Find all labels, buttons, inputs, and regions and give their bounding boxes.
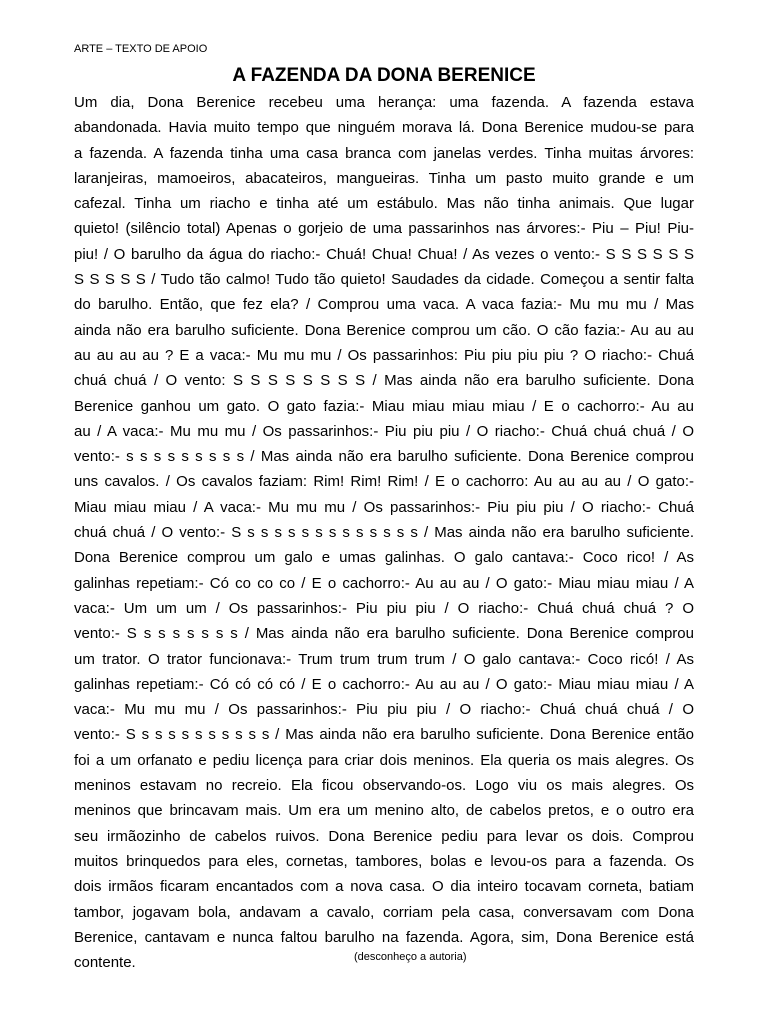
story-line: galinhas repetiam:- Có co co co / E o cachorro:- Au au au / O gato:- Miau miau miau / A xyxy=(74,574,694,592)
story-line: laranjeiras, mamoeiros, abacateiros, mangueiras. Tinha um pasto muito grande e um xyxy=(74,169,694,187)
story-line: ainda não era barulho suficiente. Dona Berenice comprou um cão. O cão fazia:- Au au au xyxy=(74,321,694,339)
story-line: vaca:- Mu mu mu / Os passarinhos:- Piu piu piu / O riacho:- Chuá chuá chuá / O xyxy=(74,701,694,719)
story-line: cafezal. Tinha um riacho e tinha até um estábulo. Mas não tinha animais. Que lugar xyxy=(74,195,694,213)
story-line: meninos estavam no recreio. Ela ficou observando-os. Logo viu os mais alegres. Os xyxy=(74,777,694,795)
story-line: chuá chuá / O vento: S S S S S S S S / Mas ainda não era barulho suficiente. Dona xyxy=(74,372,694,390)
story-line: Berenice, cantavam e nunca faltou barulho na fazenda. Agora, sim, Dona Berenice está xyxy=(74,928,694,946)
story-line: galinhas repetiam:- Có có có có / E o cachorro:- Au au au / O gato:- Miau miau miau / A xyxy=(74,675,694,693)
author-credit: (desconheço a autoria) xyxy=(354,951,467,963)
story-line: vento:- S s s s s s s s s s s / Mas ainda não era barulho suficiente. Dona Berenice então xyxy=(74,726,694,744)
story-line: vaca:- Um um um / Os passarinhos:- Piu piu piu / O riacho:- Chuá chuá chuá ? O xyxy=(74,599,694,617)
story-line: um trator. O trator funcionava:- Trum trum trum trum / O galo cantava:- Coco ricó! / As xyxy=(74,650,694,668)
story-line: chuá chuá / O vento:- S s s s s s s s s s s s s s / Mas ainda não era barulho suficiente. xyxy=(74,524,694,542)
document-header-label: ARTE – TEXTO DE APOIO xyxy=(74,43,208,55)
story-line: S S S S S / Tudo tão calmo! Tudo tão quieto! Saudades da cidade. Começou a sentir falta xyxy=(74,271,694,289)
story-line: tambor, jogavam bola, andavam a cavalo, corriam pela casa, conversavam com Dona xyxy=(74,903,694,921)
story-line: piu! / O barulho da água do riacho:- Chuá! Chua! Chua! / As vezes o vento:- S S S S S S xyxy=(74,245,694,263)
story-line: quieto! (silêncio total) Apenas o gorjeio de uma passarinhos nas árvores:- Piu – Piu! Piu- xyxy=(74,220,694,238)
story-line: au / A vaca:- Mu mu mu / Os passarinhos:- Piu piu piu / O riacho:- Chuá chuá chuá / O xyxy=(74,422,694,440)
story-line: a fazenda. A fazenda tinha uma casa branca com janelas verdes. Tinha muitas árvores: xyxy=(74,144,694,162)
story-line: foi a um orfanato e pediu licença para criar dois meninos. Ela queria os mais alegres. Os xyxy=(74,751,694,769)
story-line: muitos brinquedos para eles, cornetas, tambores, bolas e levou-os para a fazenda. Os xyxy=(74,852,694,870)
document-title: A FAZENDA DA DONA BERENICE xyxy=(232,65,536,86)
story-body xyxy=(74,90,694,975)
story-line: vento:- s s s s s s s s s / Mas ainda não era barulho suficiente. Dona Berenice comprou xyxy=(74,448,694,466)
story-line: Dona Berenice comprou um galo e umas galinhas. O galo cantava:- Coco rico! / As xyxy=(74,549,694,567)
story-line: Miau miau miau / A vaca:- Mu mu mu / Os passarinhos:- Piu piu piu / O riacho:- Chuá xyxy=(74,498,694,516)
story-line: Um dia, Dona Berenice recebeu uma herança: uma fazenda. A fazenda estava xyxy=(74,94,694,111)
story-line: dois irmãos ficaram encantados com a nova casa. O dia inteiro tocavam corneta, batiam xyxy=(74,878,694,896)
story-line-last: contente. xyxy=(74,954,136,972)
story-line: vento:- S s s s s s s s / Mas ainda não era barulho suficiente. Dona Berenice comprou xyxy=(74,625,694,643)
story-line: meninos que brincavam mais. Um era um menino alto, de cabelos pretos, e o outro era xyxy=(74,802,694,820)
story-line: do barulho. Então, que fez ela? / Comprou uma vaca. A vaca fazia:- Mu mu mu / Mas xyxy=(74,296,694,314)
story-line: au au au au ? E a vaca:- Mu mu mu / Os passarinhos: Piu piu piu piu ? O riacho:- Chuá xyxy=(74,346,694,364)
story-line: uns cavalos. / Os cavalos faziam: Rim! Rim! Rim! / E o cachorro: Au au au au / O gato:- xyxy=(74,473,694,491)
story-line: abandonada. Havia muito tempo que ninguém morava lá. Dona Berenice mudou-se para xyxy=(74,119,694,137)
story-line: Berenice ganhou um gato. O gato fazia:- Miau miau miau miau / E o cachorro:- Au au xyxy=(74,397,694,415)
story-line: seu irmãozinho de cabelos ruivos. Dona Berenice pediu para levar os dois. Comprou xyxy=(74,827,694,845)
